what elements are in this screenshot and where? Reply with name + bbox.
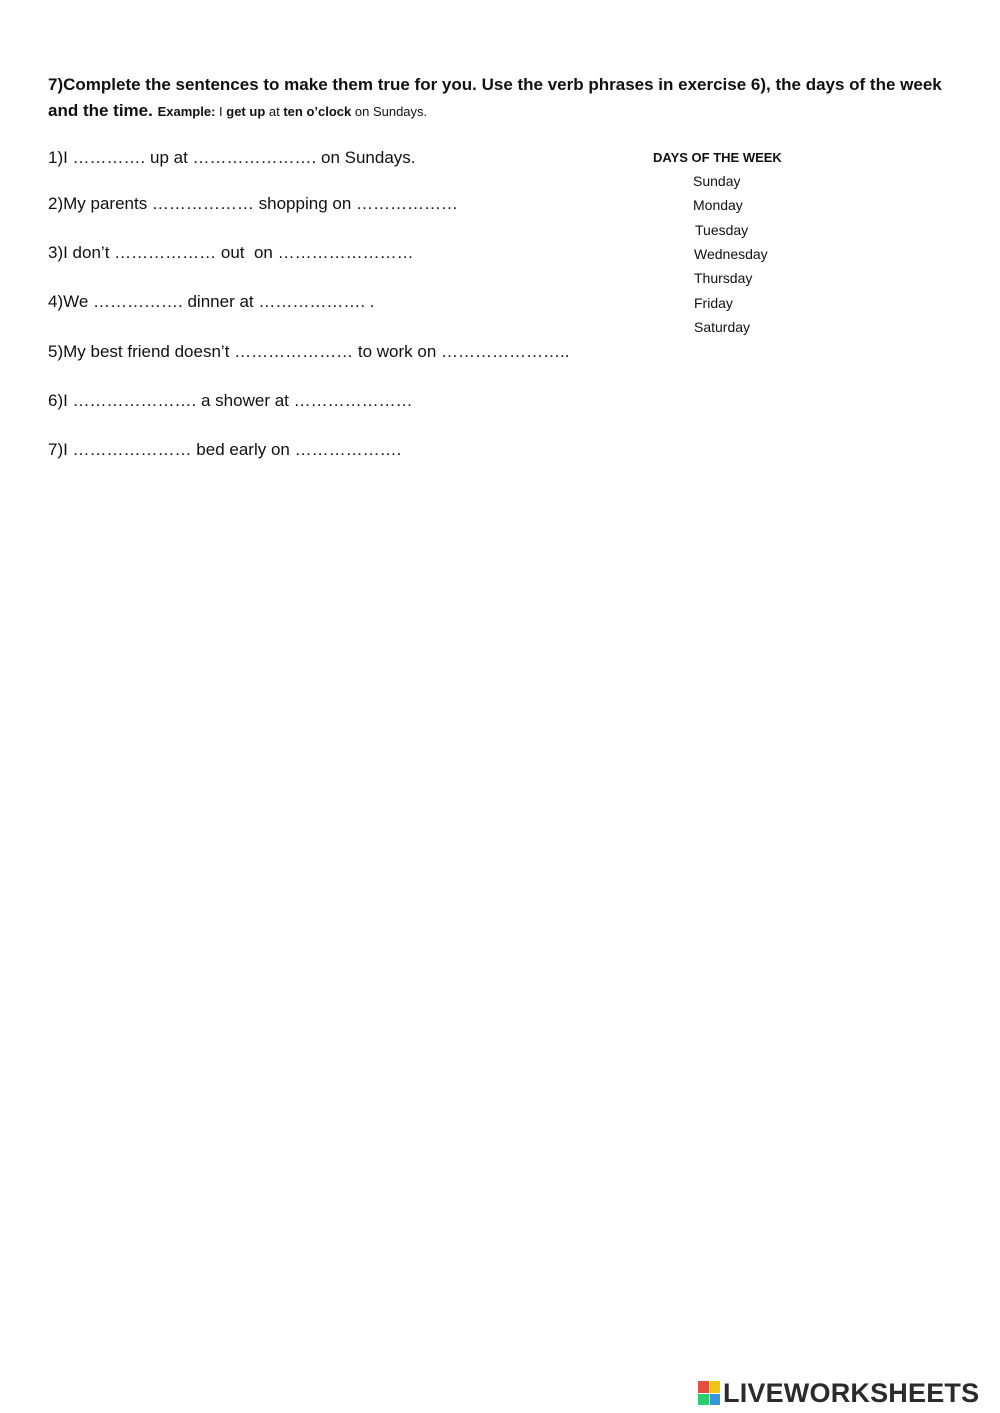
example-verb: get up — [226, 104, 266, 119]
example-part: at — [265, 104, 284, 119]
day-monday: Monday — [693, 197, 743, 213]
logo-mark-icon — [698, 1381, 720, 1405]
sentence-1[interactable]: 1)I …………. up at …………………. on Sundays. — [48, 148, 416, 167]
example-label: Example: — [157, 104, 216, 119]
example-part: I — [219, 104, 227, 119]
sentence-6[interactable]: 6)I …………………. a shower at ………………… — [48, 391, 413, 410]
sentence-2[interactable]: 2)My parents ……………… shopping on ……………… — [48, 194, 459, 213]
day-tuesday: Tuesday — [695, 222, 749, 238]
sentence-7[interactable]: 7)I ………………… bed early on ………………. — [48, 440, 402, 459]
logo-square — [698, 1394, 709, 1406]
sentence-5[interactable]: 5)My best friend doesn’t ………………… to work on ………………….. — [48, 342, 570, 361]
logo-square — [710, 1394, 721, 1406]
days-title: DAYS OF THE WEEK — [653, 150, 782, 165]
example-part: on Sundays. — [351, 104, 428, 119]
day-friday: Friday — [694, 295, 733, 311]
logo-square — [710, 1381, 721, 1393]
day-thursday: Thursday — [694, 270, 753, 286]
logo-square — [698, 1381, 709, 1393]
day-saturday: Saturday — [694, 319, 751, 335]
sentence-4[interactable]: 4)We ……………. dinner at ………………. . — [48, 292, 375, 311]
sentence-3[interactable]: 3)I don’t ……………… out on …………………… — [48, 243, 414, 262]
logo-text: LIVEWORKSHEETS — [723, 1377, 980, 1408]
sentence-list — [48, 0, 628, 500]
liveworksheets-logo — [698, 1378, 979, 1408]
example-time: ten o’clock — [283, 104, 352, 119]
instruction-text: 7)Complete the sentences to make them true for you. Use the verb phrases in exercise 6), the days of the week and the time. — [48, 75, 942, 120]
day-sunday: Sunday — [693, 173, 741, 189]
day-wednesday: Wednesday — [694, 246, 768, 262]
